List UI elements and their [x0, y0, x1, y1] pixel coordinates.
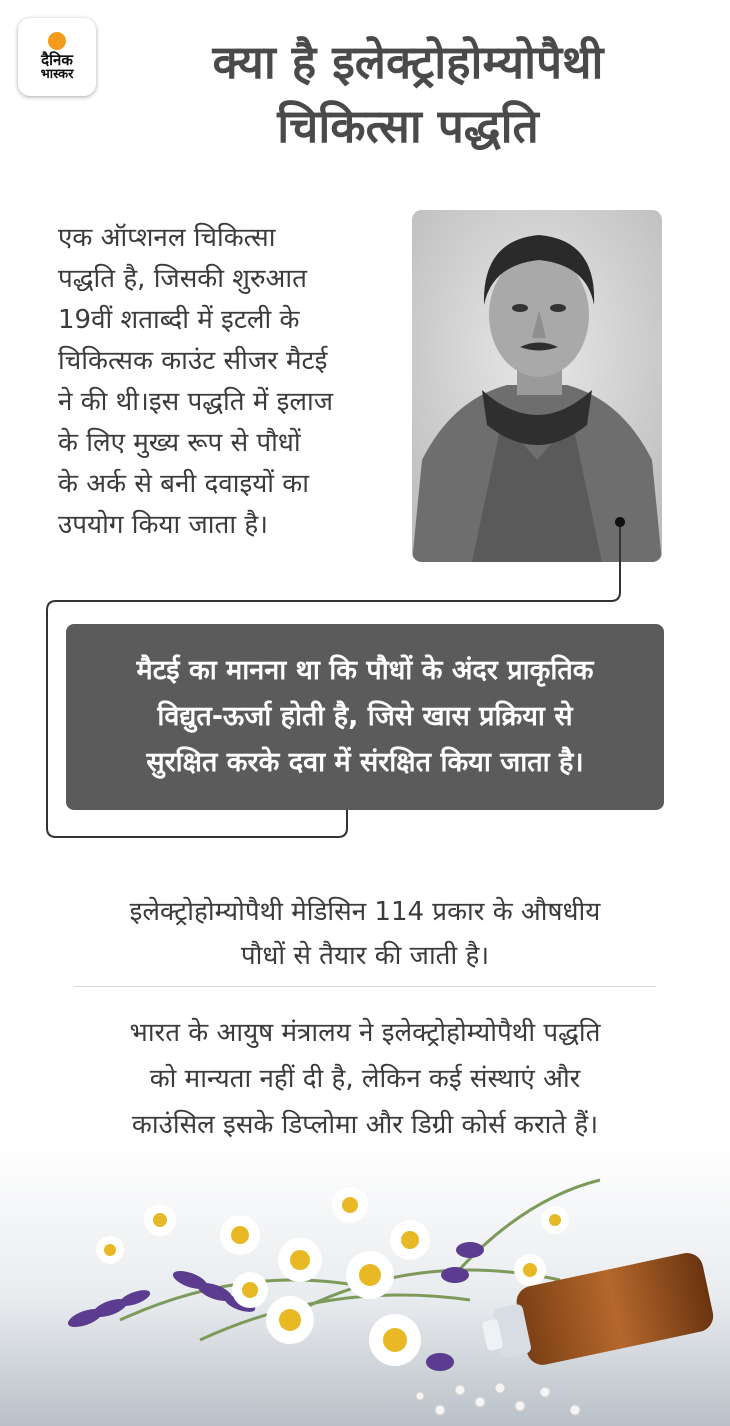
flowers-illustration [0, 1140, 730, 1426]
intro-line: के अर्क से बनी दवाइयों का [58, 469, 309, 499]
fact-line: को मान्यता नहीं दी है, लेकिन कई संस्थाएं और [149, 1064, 581, 1094]
quote-text [85, 648, 645, 786]
fact-ayush-recognition [40, 1010, 690, 1148]
title-line-2: चिकित्सा पद्धति [277, 99, 539, 153]
intro-line: पद्धति है, जिसकी शुरुआत [58, 264, 307, 294]
logo-text-line1: दैनिक [41, 51, 73, 69]
intro-line: उपयोग किया जाता है। [58, 510, 269, 540]
quote-line: मैटई का मानना था कि पौधों के अंदर प्राकृतिक [136, 655, 594, 686]
logo-text-line2: भास्कर [40, 67, 74, 82]
quote-callout-box [66, 624, 664, 810]
divider [74, 986, 656, 987]
fact-medicine-plants [40, 890, 690, 978]
connector-dot [615, 517, 625, 527]
fact-line: पौधों से तैयार की जाती है। [240, 941, 490, 971]
intro-line: एक ऑप्शनल चिकित्सा [58, 223, 276, 253]
intro-line: 19वीं शताब्दी में इटली के [58, 305, 300, 335]
intro-line: के लिए मुख्य रूप से पौधों [58, 428, 301, 458]
quote-line: सुरक्षित करके दवा में संरक्षित किया जाता है। [146, 747, 584, 778]
fact-line: भारत के आयुष मंत्रालय ने इलेक्ट्रोहोम्योपैथी पद्धति [129, 1018, 601, 1048]
intro-line: ने की थी।इस पद्धति में इलाज [58, 387, 334, 417]
title-line-1: क्या है इलेक्ट्रोहोम्योपैथी [212, 35, 604, 89]
intro-line: चिकित्सक काउंट सीजर मैटई [58, 346, 328, 376]
fact-line: काउंसिल इसके डिप्लोमा और डिग्री कोर्स कराते हैं। [131, 1110, 599, 1140]
flowers-and-medicine-bottle-image [0, 1140, 730, 1426]
quote-line: विद्युत-ऊर्जा होती है, जिसे खास प्रक्रिया से [157, 701, 573, 732]
fact-line: इलेक्ट्रोहोम्योपैथी मेडिसिन 114 प्रकार के औषधीय [129, 897, 601, 927]
